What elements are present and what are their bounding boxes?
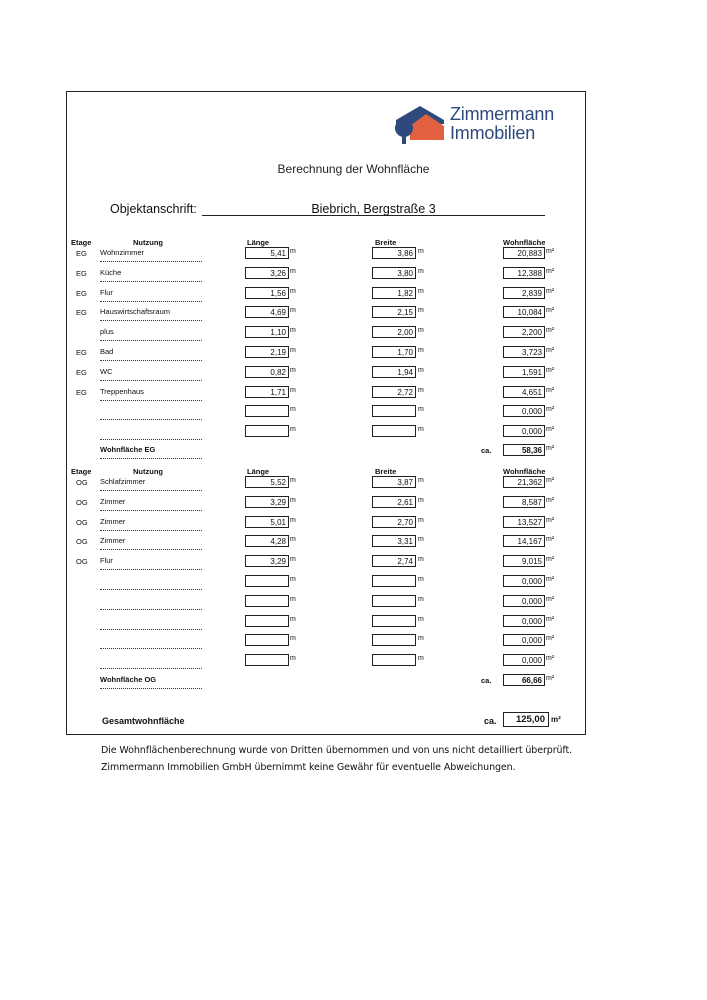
unit-m2: m² — [546, 615, 555, 623]
breite-field: 1,94 — [372, 366, 416, 378]
unit-m2: m² — [546, 327, 555, 335]
unit-m: m — [290, 615, 296, 623]
eg-sum-row — [0, 444, 707, 460]
wohnflaeche-field: 0,000 — [503, 595, 545, 607]
laenge-field — [245, 575, 289, 587]
laenge-field: 1,71 — [245, 386, 289, 398]
unit-m: m — [290, 536, 296, 544]
laenge-field: 3,26 — [245, 267, 289, 279]
laenge-field: 4,28 — [245, 535, 289, 547]
header-laenge: Länge — [247, 238, 270, 247]
breite-field: 2,70 — [372, 516, 416, 528]
etage-cell: EG — [76, 288, 87, 298]
wohnflaeche-field: 10,084 — [503, 306, 545, 318]
breite-field: 2,00 — [372, 326, 416, 338]
unit-m: m — [418, 267, 424, 275]
table-row — [0, 516, 707, 532]
nutzung-cell — [100, 655, 202, 669]
wohnflaeche-field: 3,723 — [503, 346, 545, 358]
unit-m2: m² — [546, 536, 555, 544]
breite-field: 1,70 — [372, 346, 416, 358]
og-sum-value: 66,66 — [503, 674, 545, 686]
unit-m: m — [418, 477, 424, 484]
unit-m: m — [290, 655, 296, 663]
unit-m2: m² — [546, 406, 555, 414]
unit-m2: m² — [546, 477, 555, 484]
unit-m2: m² — [546, 287, 555, 295]
unit-m: m — [418, 347, 424, 354]
wohnflaeche-field: 1,591 — [503, 366, 545, 378]
unit-m: m — [290, 248, 296, 255]
wohnflaeche-field: 0,000 — [503, 634, 545, 646]
unit-m2: m² — [546, 655, 555, 663]
wohnflaeche-field: 13,527 — [503, 516, 545, 528]
unit-m2: m² — [546, 426, 555, 434]
table-row — [0, 496, 707, 512]
header-breite: Breite — [375, 238, 397, 247]
unit-m: m — [418, 426, 424, 434]
address-label: Objektanschrift: — [110, 202, 197, 216]
unit-m: m — [290, 516, 296, 524]
table-row — [0, 386, 707, 402]
eg-sum-value: 58,36 — [503, 444, 545, 456]
nutzung-cell: Treppenhaus — [100, 387, 202, 401]
wohnflaeche-field: 0,000 — [503, 405, 545, 417]
unit-m: m — [290, 496, 296, 504]
etage-cell: EG — [76, 249, 87, 258]
table-row — [0, 425, 707, 441]
breite-field — [372, 425, 416, 437]
unit-m2: m² — [546, 445, 555, 452]
nutzung-cell — [100, 426, 202, 440]
total-value: 125,00 — [503, 712, 549, 727]
table-row — [0, 615, 707, 631]
wohnflaeche-field: 8,587 — [503, 496, 545, 508]
breite-field — [372, 634, 416, 646]
unit-m: m — [418, 635, 424, 643]
laenge-field: 5,52 — [245, 476, 289, 488]
unit-m2: m² — [546, 248, 555, 255]
laenge-field: 5,01 — [245, 516, 289, 528]
table-row — [0, 595, 707, 611]
table-row — [0, 326, 707, 342]
breite-field: 3,31 — [372, 535, 416, 547]
table-row — [0, 476, 707, 492]
nutzung-cell: Wohnzimmer — [100, 248, 202, 262]
unit-m2: m² — [546, 576, 555, 583]
laenge-field — [245, 654, 289, 666]
unit-m: m — [290, 386, 296, 394]
nutzung-cell: plus — [100, 327, 202, 341]
unit-m: m — [418, 496, 424, 504]
table-row — [0, 267, 707, 283]
laenge-field — [245, 595, 289, 607]
eg-sum-label: Wohnfläche EG — [100, 445, 202, 459]
laenge-field: 3,29 — [245, 555, 289, 567]
unit-m: m — [290, 366, 296, 374]
unit-m: m — [290, 406, 296, 414]
breite-field: 3,80 — [372, 267, 416, 279]
breite-field: 2,74 — [372, 555, 416, 567]
nutzung-cell: Flur — [100, 556, 202, 570]
wohnflaeche-field: 21,362 — [503, 476, 545, 488]
unit-m: m — [290, 287, 296, 295]
breite-field — [372, 654, 416, 666]
breite-field: 3,86 — [372, 247, 416, 259]
laenge-field: 1,10 — [245, 326, 289, 338]
unit-m: m — [290, 595, 296, 603]
wohnflaeche-field: 0,000 — [503, 425, 545, 437]
unit-m2: m² — [546, 556, 555, 564]
logo-line-2: Immobilien — [450, 123, 536, 143]
laenge-field — [245, 405, 289, 417]
laenge-field — [245, 615, 289, 627]
breite-field — [372, 575, 416, 587]
nutzung-cell: Flur — [100, 288, 202, 302]
table-row — [0, 287, 707, 303]
table-row — [0, 634, 707, 650]
unit-m: m — [418, 516, 424, 524]
unit-m2: m² — [546, 307, 555, 315]
etage-cell: EG — [76, 308, 87, 318]
unit-m: m — [290, 327, 296, 335]
breite-field: 2,15 — [372, 306, 416, 318]
laenge-field: 1,56 — [245, 287, 289, 299]
wohnflaeche-field: 9,015 — [503, 555, 545, 567]
unit-m2: m² — [546, 347, 555, 354]
total-label: Gesamtwohnfläche — [102, 716, 185, 726]
logo-line-1: Zimmermann — [450, 104, 555, 124]
wohnflaeche-field: 12,388 — [503, 267, 545, 279]
unit-m: m — [290, 576, 296, 583]
unit-m: m — [418, 595, 424, 603]
wohnflaeche-field: 0,000 — [503, 654, 545, 666]
nutzung-cell — [100, 406, 202, 420]
unit-m2: m² — [546, 516, 555, 524]
laenge-field: 5,41 — [245, 247, 289, 259]
unit-m2: m² — [546, 675, 555, 682]
laenge-field: 3,29 — [245, 496, 289, 508]
breite-field — [372, 405, 416, 417]
unit-m: m — [290, 477, 296, 484]
eg-sum-ca: ca. — [481, 446, 492, 455]
unit-m: m — [418, 655, 424, 663]
etage-cell: OG — [76, 497, 88, 507]
breite-field: 2,72 — [372, 386, 416, 398]
nutzung-cell: Zimmer — [100, 517, 202, 531]
unit-m2: m² — [546, 366, 555, 374]
unit-m: m — [290, 426, 296, 434]
table-row — [0, 306, 707, 322]
table-row — [0, 555, 707, 571]
unit-m2: m² — [546, 595, 555, 603]
breite-field — [372, 595, 416, 607]
unit-m2: m² — [546, 496, 555, 504]
unit-m: m — [290, 307, 296, 315]
unit-m: m — [290, 556, 296, 564]
laenge-field: 2,19 — [245, 346, 289, 358]
breite-field — [372, 615, 416, 627]
header-breite: Breite — [375, 467, 397, 476]
unit-m: m — [290, 635, 296, 643]
unit-m: m — [418, 536, 424, 544]
nutzung-cell: Bad — [100, 347, 202, 361]
disclaimer-line-1: Die Wohnflächenberechnung wurde von Dritten übernommen und von uns nicht detailliert überprüft. — [101, 745, 573, 756]
header-wohnflaeche: Wohnfläche — [503, 238, 546, 247]
wohnflaeche-field: 20,883 — [503, 247, 545, 259]
unit-m: m — [290, 267, 296, 275]
unit-m: m — [418, 366, 424, 374]
header-laenge: Länge — [247, 467, 270, 476]
unit-m: m — [418, 307, 424, 315]
company-logo — [392, 104, 572, 150]
table-row — [0, 654, 707, 670]
etage-cell: EG — [76, 387, 87, 397]
nutzung-cell: Schlafzimmer — [100, 477, 202, 491]
disclaimer-line-2: Zimmermann Immobilien GmbH übernimmt keine Gewähr für eventuelle Abweichungen. — [101, 762, 516, 773]
unit-m: m — [418, 248, 424, 255]
nutzung-cell — [100, 576, 202, 590]
unit-m: m — [418, 386, 424, 394]
breite-field: 2,61 — [372, 496, 416, 508]
unit-m: m — [418, 576, 424, 583]
laenge-field: 0,82 — [245, 366, 289, 378]
wohnflaeche-field: 2,200 — [503, 326, 545, 338]
unit-m2: m² — [546, 386, 555, 394]
nutzung-cell — [100, 616, 202, 630]
og-sum-row — [0, 674, 707, 690]
laenge-field: 4,69 — [245, 306, 289, 318]
nutzung-cell — [100, 596, 202, 610]
table-row — [0, 535, 707, 551]
unit-m: m — [418, 406, 424, 414]
etage-cell: EG — [76, 367, 87, 377]
table-row — [0, 366, 707, 382]
table-row — [0, 405, 707, 421]
nutzung-cell: Küche — [100, 268, 202, 282]
wohnflaeche-field: 2,839 — [503, 287, 545, 299]
address-value: Biebrich, Bergstraße 3 — [311, 202, 436, 216]
unit-m: m — [418, 327, 424, 335]
etage-cell: EG — [76, 348, 87, 357]
header-wohnflaeche: Wohnfläche — [503, 467, 546, 476]
etage-cell: OG — [76, 557, 88, 567]
laenge-field — [245, 425, 289, 437]
wohnflaeche-field: 0,000 — [503, 575, 545, 587]
header-nutzung: Nutzung — [133, 238, 163, 247]
house-logo-icon — [392, 104, 448, 146]
unit-m: m — [418, 287, 424, 295]
total-ca: ca. — [484, 716, 497, 726]
unit-m: m — [418, 556, 424, 564]
wohnflaeche-field: 4,651 — [503, 386, 545, 398]
nutzung-cell: Hauswirtschaftsraum — [100, 307, 202, 321]
etage-cell: OG — [76, 478, 88, 487]
header-etage: Etage — [71, 238, 92, 247]
laenge-field — [245, 634, 289, 646]
unit-m2: m² — [546, 267, 555, 275]
table-row — [0, 346, 707, 362]
breite-field: 1,82 — [372, 287, 416, 299]
unit-m: m — [290, 347, 296, 354]
og-sum-label: Wohnfläche OG — [100, 675, 202, 689]
etage-cell: EG — [76, 268, 87, 278]
breite-field: 3,87 — [372, 476, 416, 488]
header-etage: Etage — [71, 467, 92, 476]
header-nutzung: Nutzung — [133, 467, 163, 476]
document-title: Berechnung der Wohnfläche — [277, 162, 430, 176]
nutzung-cell: Zimmer — [100, 536, 202, 550]
wohnflaeche-field: 14,167 — [503, 535, 545, 547]
nutzung-cell — [100, 635, 202, 649]
wohnflaeche-field: 0,000 — [503, 615, 545, 627]
table-row — [0, 247, 707, 263]
nutzung-cell: Zimmer — [100, 497, 202, 511]
unit-m2: m² — [551, 715, 561, 724]
etage-cell: OG — [76, 517, 88, 527]
unit-m2: m² — [546, 635, 555, 643]
unit-m: m — [418, 615, 424, 623]
table-row — [0, 575, 707, 591]
og-sum-ca: ca. — [481, 676, 492, 685]
etage-cell: OG — [76, 537, 88, 547]
nutzung-cell: WC — [100, 367, 202, 381]
